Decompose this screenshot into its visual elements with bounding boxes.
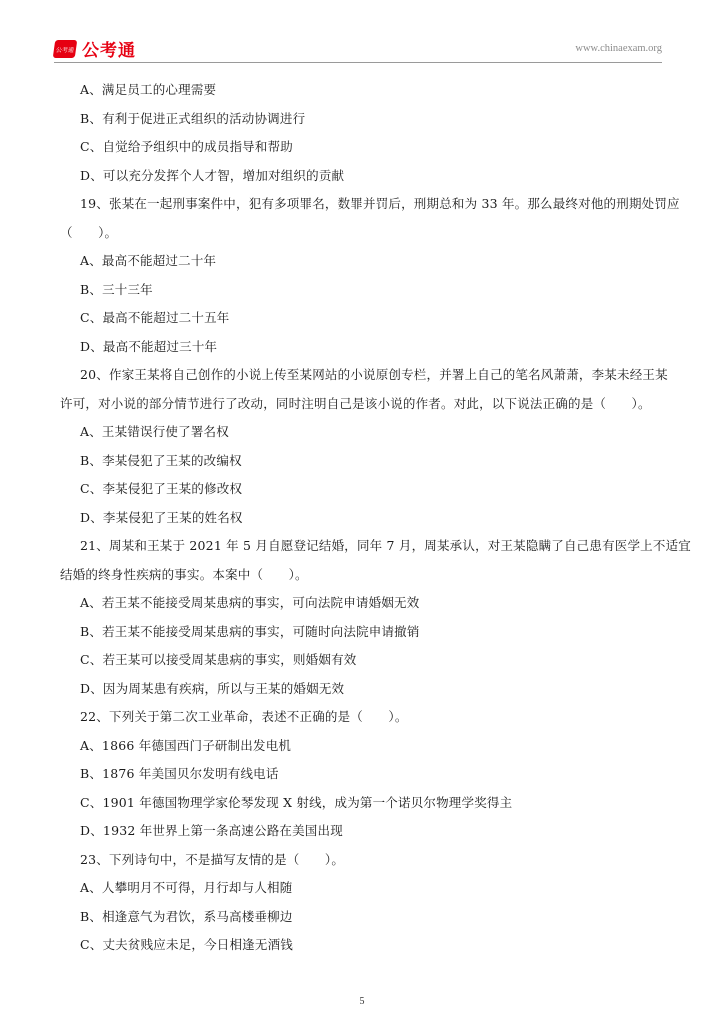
document-body — [60, 76, 691, 960]
option-18b: B、有利于促进正式组织的活动协调进行 — [80, 110, 306, 126]
logo-badge-icon: 公考通 — [53, 40, 78, 58]
page-number: 5 — [359, 996, 365, 1007]
option-21d: D、因为周某患有疾病，所以与王某的婚姻无效 — [80, 680, 345, 696]
question-19-line-1: 19、张某在一起刑事案件中，犯有多项罪名，数罪并罚后，刑期总和为 33 年。那么最终对他的刑期处罚应 — [80, 196, 680, 211]
page-header — [54, 36, 662, 60]
logo-text: 公考通 — [82, 41, 136, 61]
option-20d: D、李某侵犯了王某的姓名权 — [80, 509, 243, 525]
option-20b: B、李某侵犯了王某的改编权 — [80, 452, 242, 468]
option-22c: C、1901 年德国物理学家伦琴发现 X 射线，成为第一个诺贝尔物理学奖得主 — [80, 794, 513, 810]
question-22: 22、下列关于第二次工业革命，表述不正确的是（ ）。 — [80, 709, 408, 724]
site-url: www.chinaexam.org — [575, 43, 662, 54]
option-22b: B、1876 年美国贝尔发明有线电话 — [80, 766, 279, 781]
question-20-line-1: 20、作家王某将自己创作的小说上传至某网站的小说原创专栏，并署上自己的笔名风萧萧，李某未经王某 — [80, 367, 668, 382]
option-18d: D、可以充分发挥个人才智，增加对组织的贡献 — [80, 167, 345, 183]
option-19d: D、最高不能超过三十年 — [80, 338, 218, 354]
option-21b: B、若王某不能接受周某患病的事实，可随时向法院申请撤销 — [80, 623, 420, 639]
option-20c: C、李某侵犯了王某的修改权 — [80, 481, 243, 496]
option-23b: B、相逢意气为君饮，系马高楼垂柳边 — [80, 908, 293, 924]
option-19a: A、最高不能超过二十年 — [80, 253, 217, 268]
option-23c: C、丈夫贫贱应未足，今日相逢无酒钱 — [80, 937, 293, 952]
logo — [54, 36, 136, 61]
option-19b: B、三十三年 — [80, 281, 153, 297]
option-22d: D、1932 年世界上第一条高速公路在美国出现 — [80, 823, 343, 838]
option-21a: A、若王某不能接受周某患病的事实，可向法院申请婚姻无效 — [80, 595, 420, 610]
option-18a: A、满足员工的心理需要 — [80, 82, 217, 97]
option-23a: A、人攀明月不可得，月行却与人相随 — [80, 880, 293, 895]
option-20a: A、王某错误行使了署名权 — [80, 424, 229, 439]
question-20-line-2: 许可，对小说的部分情节进行了改动，同时注明自己是该小说的作者。对此，以下说法正确的是（ ）。 — [60, 395, 651, 411]
option-18c: C、自觉给予组织中的成员指导和帮助 — [80, 139, 293, 154]
question-23: 23、下列诗句中，不是描写友情的是（ ）。 — [80, 851, 345, 867]
option-19c: C、最高不能超过二十五年 — [80, 310, 230, 325]
question-21-line-2: 结婚的终身性疾病的事实。本案中（ ）。 — [60, 566, 308, 582]
option-22a: A、1866 年德国西门子研制出发电机 — [80, 737, 292, 753]
option-21c: C、若王某可以接受周某患病的事实，则婚姻有效 — [80, 652, 357, 667]
question-19-line-2: （ ）。 — [60, 224, 118, 240]
question-21-line-1: 21、周某和王某于 2021 年 5 月自愿登记结婚，同年 7 月，周某承认，对王某隐瞒了自己患有医学上不适宜 — [80, 538, 691, 553]
header-divider — [54, 62, 662, 63]
